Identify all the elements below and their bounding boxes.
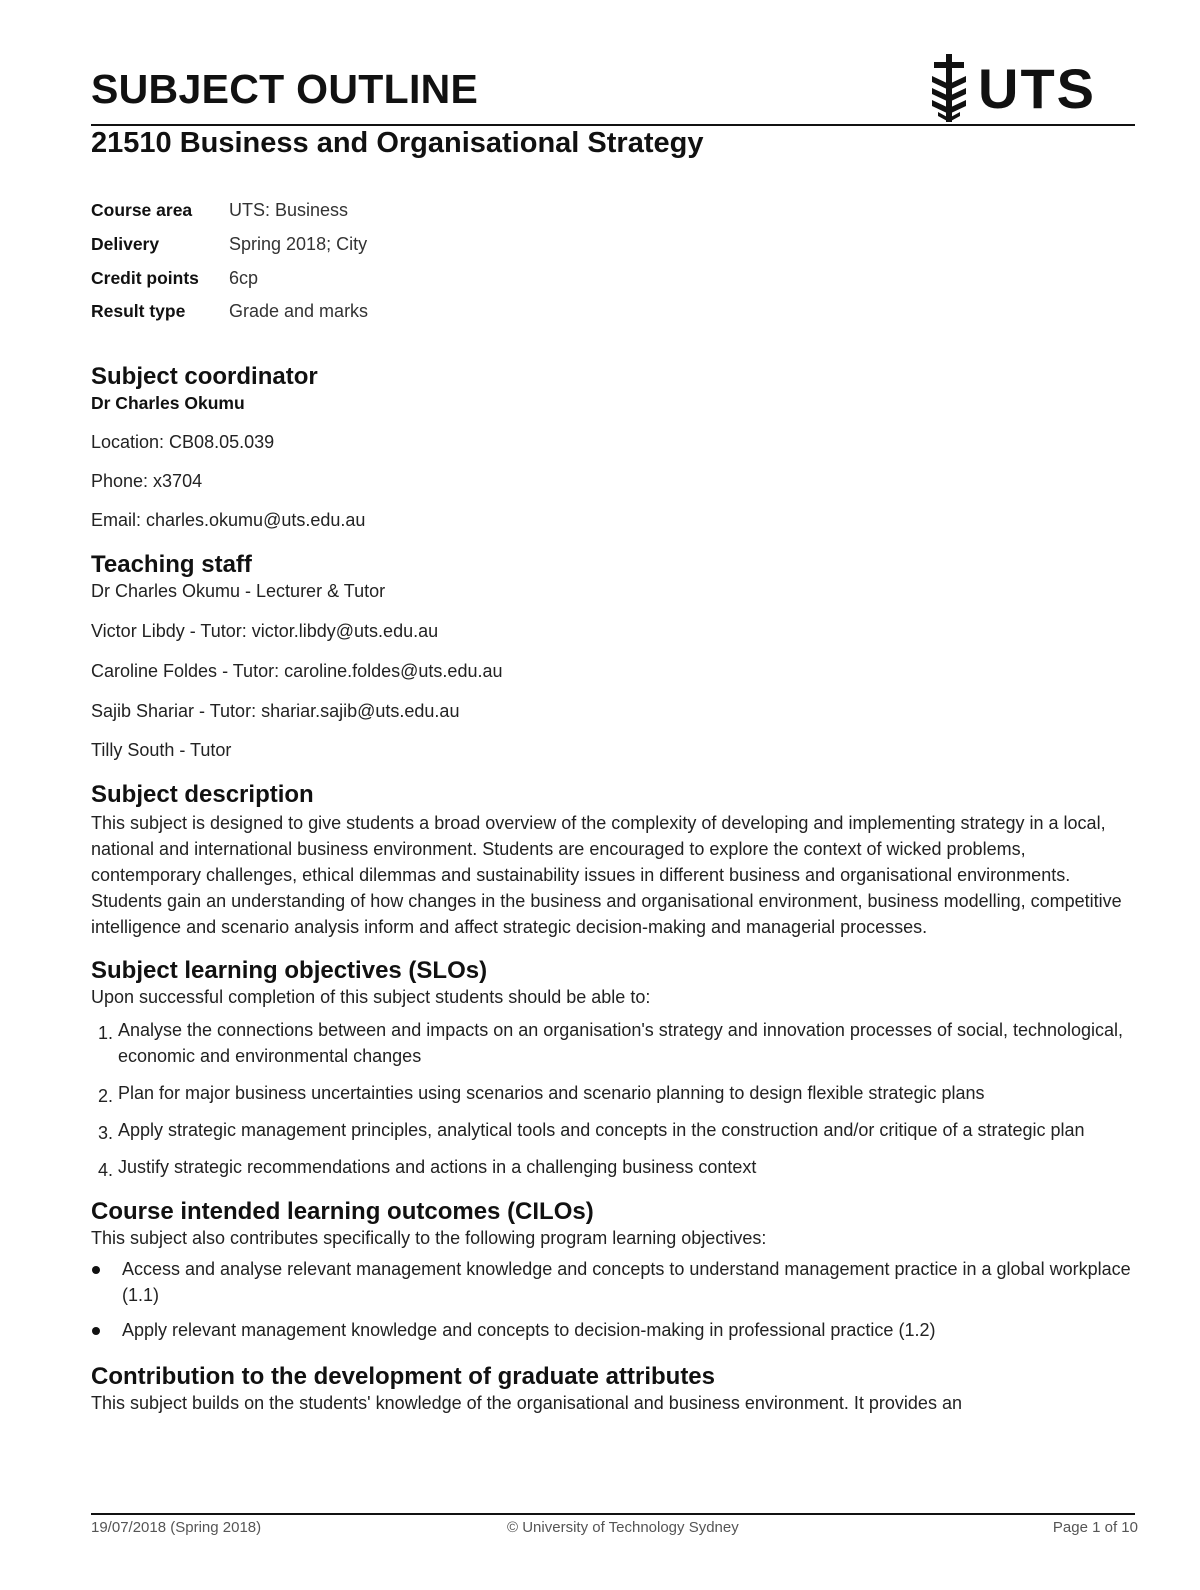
cilos-list [91, 1256, 1136, 1343]
subject-description-heading: Subject description [91, 781, 314, 808]
list-item [91, 1317, 1136, 1343]
list-number: 2. [98, 1086, 114, 1106]
subject-meta-table [91, 194, 368, 329]
coordinator-email[interactable]: Email: charles.okumu@uts.edu.au [91, 510, 366, 530]
meta-label: Course area [91, 200, 193, 221]
meta-value: 6cp [229, 267, 259, 288]
staff-member: Sajib Shariar - Tutor: shariar.sajib@uts.edu.au [91, 701, 460, 721]
staff-member: Dr Charles Okumu - Lecturer & Tutor [91, 581, 386, 601]
footer-page-number: Page 1 of 10 [1052, 1519, 1138, 1536]
list-item [91, 1080, 1136, 1106]
meta-value: Spring 2018; City [229, 234, 368, 255]
meta-value: Grade and marks [229, 301, 369, 322]
footer-copyright: © University of Technology Sydney [507, 1519, 739, 1536]
bullet-icon [92, 1266, 100, 1274]
coordinator-phone: Phone: x3704 [91, 471, 203, 491]
cilos-heading: Course intended learning outcomes (CILOs) [91, 1198, 594, 1225]
list-item [91, 1154, 1136, 1180]
page-title: SUBJECT OUTLINE [91, 66, 479, 112]
list-item [91, 1017, 1136, 1069]
bullet-icon [92, 1327, 100, 1335]
list-item-text: Apply strategic management principles, analytical tools and concepts in the construction and/or critique of a strategic plan [118, 1120, 1085, 1140]
cilos-intro: This subject also contributes specifically to the following program learning objectives: [91, 1228, 767, 1248]
list-number: 3. [98, 1123, 114, 1143]
graduate-attributes-heading: Contribution to the development of graduate attributes [91, 1363, 715, 1390]
teaching-staff-heading: Teaching staff [91, 551, 252, 578]
document-body [91, 362, 1136, 1414]
list-item-text: Analyse the connections between and impacts on an organisation's strategy and innovation processes of social, technological, economic and environmental changes [118, 1020, 1124, 1066]
meta-value: UTS: Business [229, 200, 349, 221]
list-item [91, 1256, 1136, 1308]
subject-title: 21510 Business and Organisational Strategy [91, 127, 704, 159]
footer-divider [91, 1513, 1135, 1515]
meta-row [91, 261, 368, 295]
list-item-text: Access and analyse relevant management knowledge and concepts to understand management practice in a global workplace (1.1) [122, 1259, 1131, 1305]
logo-text: UTS [978, 57, 1096, 120]
list-item-text: Justify strategic recommendations and actions in a challenging business context [118, 1157, 757, 1177]
coordinator-location: Location: CB08.05.039 [91, 432, 275, 452]
staff-member: Tilly South - Tutor [91, 740, 232, 760]
staff-member: Caroline Foldes - Tutor: caroline.foldes@uts.edu.au [91, 661, 503, 681]
list-item-text: Plan for major business uncertainties using scenarios and scenario planning to design flexible strategic plans [118, 1083, 985, 1103]
list-item-text: Apply relevant management knowledge and concepts to decision-making in professional practice (1.2) [122, 1320, 936, 1340]
meta-label: Delivery [91, 234, 160, 255]
slos-list [91, 1017, 1136, 1180]
coordinator-heading: Subject coordinator [91, 363, 318, 390]
uts-crest-icon [928, 54, 970, 122]
meta-label: Credit points [91, 267, 199, 288]
meta-row [91, 295, 368, 329]
subject-description-text: This subject is designed to give students a broad overview of the complexity of developing and implementing strategy in a local, national and international business environment. Students are encouraged to explore the context of wicked problems, contemporary challenges, ethical dilemmas and sustainability issues in different business and organisational environments. Students gain an understanding of how changes in the business and organisational environment, business modelling, competitive intelligence and scenario analysis inform and affect strategic decision-making and managerial processes. [91, 813, 1122, 937]
list-number: 4. [98, 1160, 114, 1180]
slos-intro: Upon successful completion of this subject students should be able to: [91, 987, 651, 1007]
meta-row [91, 228, 368, 262]
uts-logo [928, 54, 1098, 124]
list-item [91, 1117, 1136, 1143]
footer-date: 19/07/2018 (Spring 2018) [91, 1519, 262, 1536]
graduate-attributes-text: This subject builds on the students' knowledge of the organisational and business environment. It provides an [91, 1393, 962, 1413]
staff-member: Victor Libdy - Tutor: victor.libdy@uts.edu.au [91, 621, 439, 641]
slos-heading: Subject learning objectives (SLOs) [91, 957, 488, 984]
coordinator-name: Dr Charles Okumu [91, 393, 245, 413]
meta-row [91, 194, 368, 228]
list-number: 1. [98, 1023, 114, 1043]
meta-label: Result type [91, 301, 186, 322]
header-divider [91, 124, 1135, 126]
